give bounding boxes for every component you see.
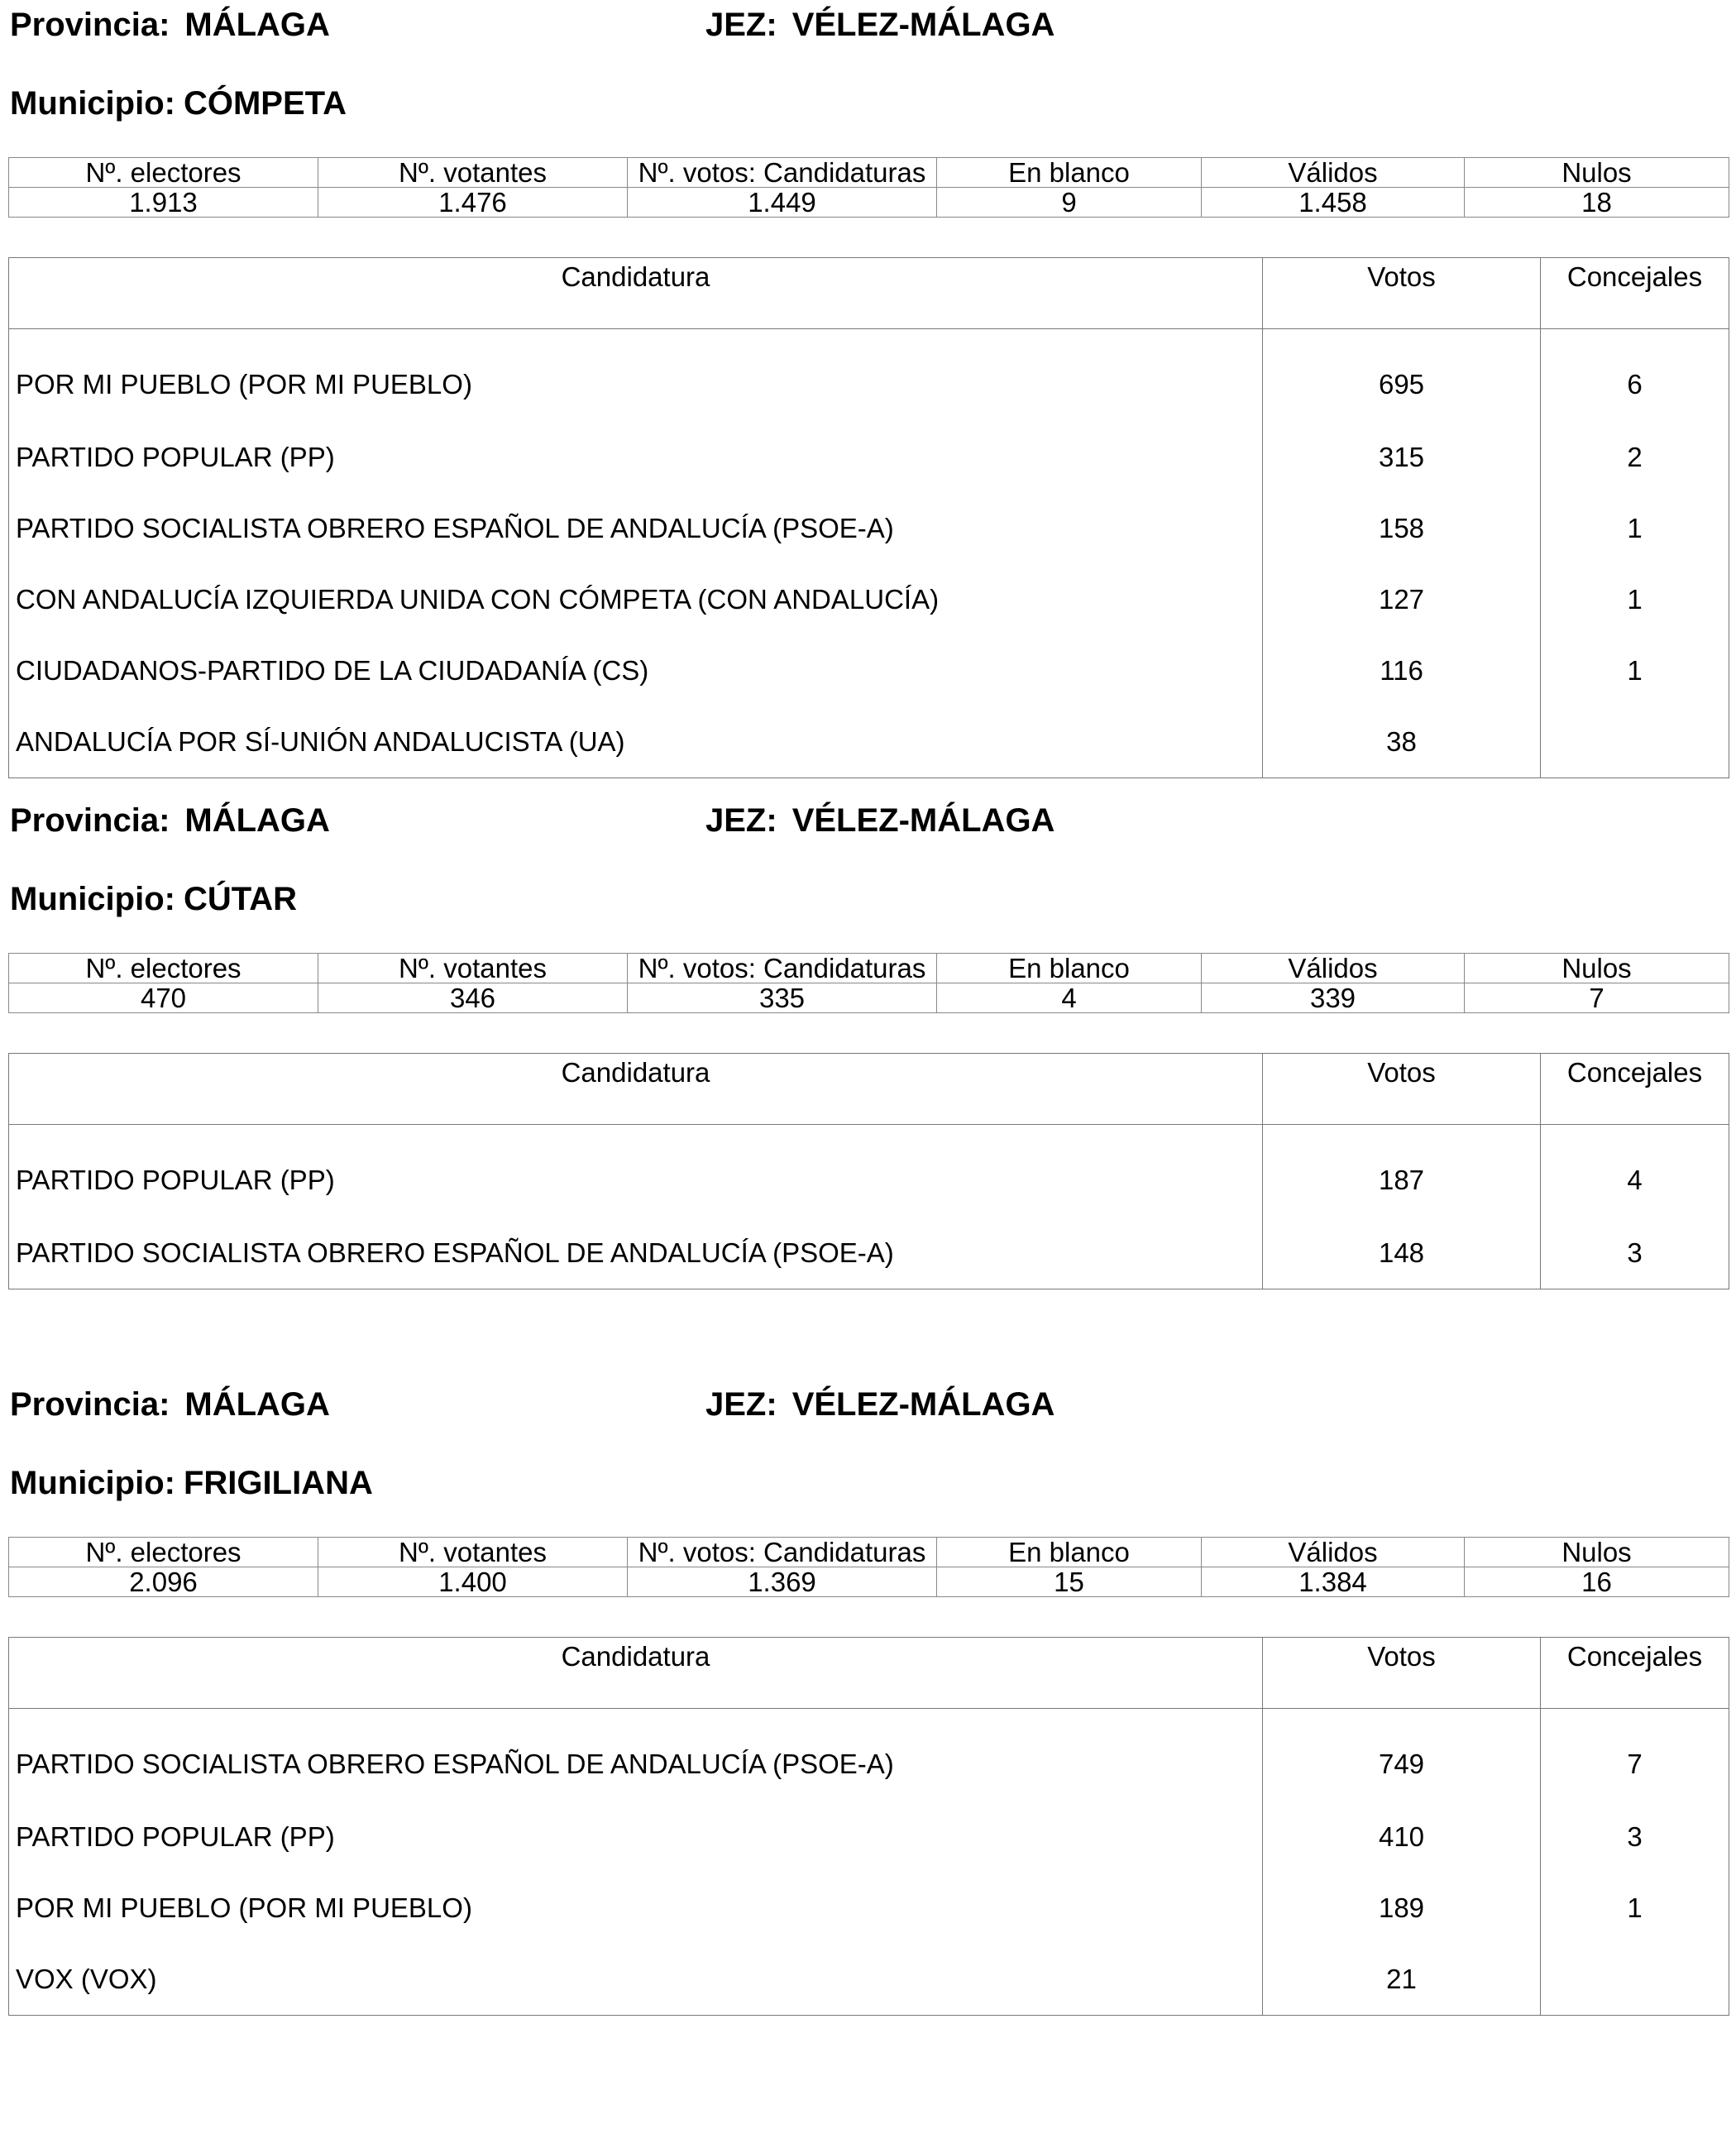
candidate-name: POR MI PUEBLO (POR MI PUEBLO) bbox=[9, 329, 1263, 423]
votos-header: Votos bbox=[1263, 1638, 1541, 1709]
candidate-name: PARTIDO POPULAR (PP) bbox=[9, 422, 1263, 493]
summary-value: 470 bbox=[9, 983, 318, 1013]
table-row bbox=[9, 493, 1729, 564]
summary-value: 16 bbox=[1465, 1567, 1729, 1597]
candidate-seats: 7 bbox=[1627, 1749, 1643, 1779]
table-row bbox=[9, 1801, 1729, 1873]
candidate-votes: 148 bbox=[1263, 1218, 1541, 1289]
table-row bbox=[9, 1218, 1729, 1289]
provincia-value: MÁLAGA bbox=[184, 802, 330, 839]
votos-header: Votos bbox=[1263, 258, 1541, 329]
summary-header: Nulos bbox=[1465, 158, 1729, 188]
summary-header: Nº. electores bbox=[9, 1538, 318, 1567]
candidate-name: CON ANDALUCÍA IZQUIERDA UNIDA CON CÓMPETA (CON ANDALUCÍA) bbox=[9, 564, 1263, 635]
summary-value: 15 bbox=[937, 1567, 1202, 1597]
candidate-name: CIUDADANOS-PARTIDO DE LA CIUDADANÍA (CS) bbox=[9, 635, 1263, 706]
candidate-seats: 4 bbox=[1627, 1165, 1643, 1195]
summary-header: Nº. votos: Candidaturas bbox=[628, 1538, 937, 1567]
summary-value: 4 bbox=[937, 983, 1202, 1013]
candidate-seats: 1 bbox=[1627, 1892, 1643, 1923]
summary-header: Nº. electores bbox=[9, 954, 318, 983]
summary-header: Válidos bbox=[1202, 954, 1465, 983]
candidate-seats: 6 bbox=[1627, 369, 1643, 400]
concejales-header: Concejales bbox=[1541, 1638, 1729, 1709]
summary-value: 339 bbox=[1202, 983, 1465, 1013]
summary-header: En blanco bbox=[937, 954, 1202, 983]
candidate-votes: 410 bbox=[1263, 1801, 1541, 1873]
block-header bbox=[8, 796, 1729, 945]
municipio-value: CÓMPETA bbox=[183, 85, 347, 122]
block-header bbox=[8, 1380, 1729, 1529]
concejales-header: Concejales bbox=[1541, 258, 1729, 329]
candidate-name: PARTIDO POPULAR (PP) bbox=[9, 1125, 1263, 1218]
table-row bbox=[9, 564, 1729, 635]
summary-table bbox=[8, 1537, 1729, 1597]
summary-table bbox=[8, 157, 1729, 218]
jez-heading: JEZ: VÉLEZ-MÁLAGA bbox=[705, 1386, 1055, 1423]
table-row bbox=[9, 422, 1729, 493]
provincia-value: MÁLAGA bbox=[184, 1386, 330, 1423]
summary-values-row bbox=[9, 983, 1729, 1013]
summary-values-row bbox=[9, 188, 1729, 218]
summary-value: 7 bbox=[1465, 983, 1729, 1013]
candidate-name: PARTIDO SOCIALISTA OBRERO ESPAÑOL DE ANDALUCÍA (PSOE-A) bbox=[9, 1709, 1263, 1802]
summary-header: Válidos bbox=[1202, 158, 1465, 188]
summary-header-row bbox=[9, 158, 1729, 188]
candidatura-header: Candidatura bbox=[9, 1054, 1263, 1125]
candidate-seats: 1 bbox=[1627, 655, 1643, 686]
provincia-heading: Provincia: MÁLAGA bbox=[10, 802, 330, 839]
summary-header: Nº. votos: Candidaturas bbox=[628, 158, 937, 188]
summary-header: Nulos bbox=[1465, 954, 1729, 983]
municipio-value: FRIGILIANA bbox=[183, 1465, 373, 1501]
concejales-header: Concejales bbox=[1541, 1054, 1729, 1125]
jez-value: VÉLEZ-MÁLAGA bbox=[791, 7, 1055, 43]
summary-value: 1.449 bbox=[628, 188, 937, 218]
candidate-votes: 749 bbox=[1263, 1709, 1541, 1802]
candidate-name: PARTIDO POPULAR (PP) bbox=[9, 1801, 1263, 1873]
summary-header: Nº. electores bbox=[9, 158, 318, 188]
candidate-name: PARTIDO SOCIALISTA OBRERO ESPAÑOL DE ANDALUCÍA (PSOE-A) bbox=[9, 1218, 1263, 1289]
table-row bbox=[9, 706, 1729, 778]
summary-value: 1.400 bbox=[318, 1567, 628, 1597]
candidates-table bbox=[8, 257, 1729, 778]
candidatura-header: Candidatura bbox=[9, 1638, 1263, 1709]
summary-value: 9 bbox=[937, 188, 1202, 218]
summary-values-row bbox=[9, 1567, 1729, 1597]
candidate-seats: 1 bbox=[1627, 584, 1643, 615]
candidatura-header: Candidatura bbox=[9, 258, 1263, 329]
summary-value: 1.384 bbox=[1202, 1567, 1465, 1597]
candidate-name: ANDALUCÍA POR SÍ-UNIÓN ANDALUCISTA (UA) bbox=[9, 706, 1263, 778]
candidate-votes: 38 bbox=[1263, 706, 1541, 778]
summary-header-row bbox=[9, 954, 1729, 983]
provincia-value: MÁLAGA bbox=[184, 7, 330, 43]
candidates-header-row bbox=[9, 1054, 1729, 1125]
candidate-seats: 2 bbox=[1627, 442, 1643, 472]
candidate-seats bbox=[1541, 706, 1729, 778]
municipio-heading: Municipio: CÚTAR bbox=[10, 881, 297, 917]
candidate-votes: 158 bbox=[1263, 493, 1541, 564]
candidate-votes: 189 bbox=[1263, 1873, 1541, 1944]
candidates-table bbox=[8, 1637, 1729, 2016]
summary-header: Nº. votos: Candidaturas bbox=[628, 954, 937, 983]
table-row bbox=[9, 329, 1729, 423]
municipality-block-frigiliana bbox=[8, 1380, 1729, 2016]
candidate-votes: 127 bbox=[1263, 564, 1541, 635]
candidate-seats: 1 bbox=[1627, 513, 1643, 543]
summary-value: 2.096 bbox=[9, 1567, 318, 1597]
jez-heading: JEZ: VÉLEZ-MÁLAGA bbox=[705, 7, 1055, 43]
table-row bbox=[9, 1125, 1729, 1218]
summary-header: Válidos bbox=[1202, 1538, 1465, 1567]
municipality-block-competa bbox=[8, 0, 1729, 778]
summary-value: 1.913 bbox=[9, 188, 318, 218]
municipio-value: CÚTAR bbox=[183, 881, 297, 917]
summary-header: En blanco bbox=[937, 158, 1202, 188]
municipio-heading: Municipio: CÓMPETA bbox=[10, 85, 347, 122]
provincia-heading: Provincia: MÁLAGA bbox=[10, 1386, 330, 1423]
summary-value: 1.369 bbox=[628, 1567, 937, 1597]
jez-heading: JEZ: VÉLEZ-MÁLAGA bbox=[705, 802, 1055, 839]
summary-value: 18 bbox=[1465, 188, 1729, 218]
candidate-name: POR MI PUEBLO (POR MI PUEBLO) bbox=[9, 1873, 1263, 1944]
candidate-seats bbox=[1541, 1944, 1729, 2016]
municipality-block-cutar bbox=[8, 796, 1729, 1289]
summary-header: Nº. votantes bbox=[318, 158, 628, 188]
jez-value: VÉLEZ-MÁLAGA bbox=[791, 1386, 1055, 1423]
candidate-votes: 116 bbox=[1263, 635, 1541, 706]
candidate-name: VOX (VOX) bbox=[9, 1944, 1263, 2016]
candidate-votes: 695 bbox=[1263, 329, 1541, 423]
candidate-seats: 3 bbox=[1627, 1821, 1643, 1852]
candidates-table bbox=[8, 1053, 1729, 1289]
summary-table bbox=[8, 953, 1729, 1013]
summary-header: Nulos bbox=[1465, 1538, 1729, 1567]
table-row bbox=[9, 1873, 1729, 1944]
candidate-name: PARTIDO SOCIALISTA OBRERO ESPAÑOL DE ANDALUCÍA (PSOE-A) bbox=[9, 493, 1263, 564]
summary-header-row bbox=[9, 1538, 1729, 1567]
summary-value: 335 bbox=[628, 983, 937, 1013]
table-row bbox=[9, 1944, 1729, 2016]
candidates-header-row bbox=[9, 1638, 1729, 1709]
summary-value: 346 bbox=[318, 983, 628, 1013]
block-header bbox=[8, 0, 1729, 149]
candidate-votes: 315 bbox=[1263, 422, 1541, 493]
candidate-votes: 187 bbox=[1263, 1125, 1541, 1218]
summary-value: 1.458 bbox=[1202, 188, 1465, 218]
candidate-votes: 21 bbox=[1263, 1944, 1541, 2016]
jez-value: VÉLEZ-MÁLAGA bbox=[791, 802, 1055, 839]
candidate-seats: 3 bbox=[1627, 1237, 1643, 1268]
candidates-header-row bbox=[9, 258, 1729, 329]
table-row bbox=[9, 635, 1729, 706]
summary-value: 1.476 bbox=[318, 188, 628, 218]
summary-header: Nº. votantes bbox=[318, 954, 628, 983]
provincia-heading: Provincia: MÁLAGA bbox=[10, 7, 330, 43]
municipio-heading: Municipio: FRIGILIANA bbox=[10, 1465, 373, 1501]
votos-header: Votos bbox=[1263, 1054, 1541, 1125]
summary-header: En blanco bbox=[937, 1538, 1202, 1567]
summary-header: Nº. votantes bbox=[318, 1538, 628, 1567]
table-row bbox=[9, 1709, 1729, 1802]
